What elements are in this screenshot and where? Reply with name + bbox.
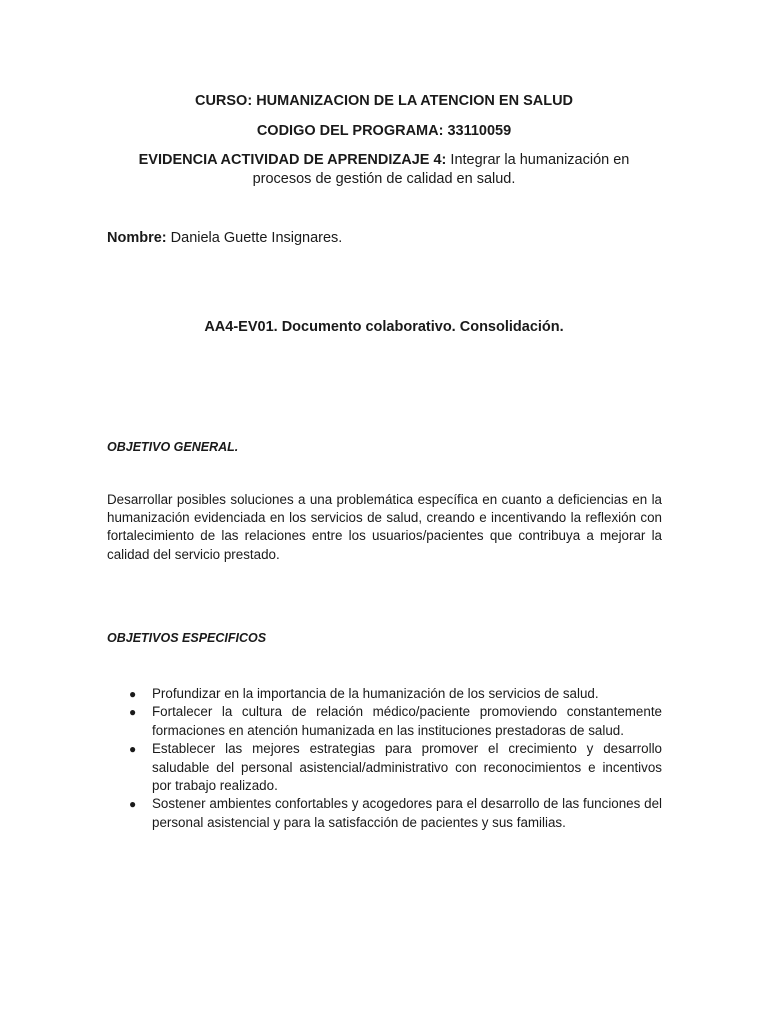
bullet-icon: ● xyxy=(129,742,137,757)
student-name-value: Daniela Guette Insignares. xyxy=(166,230,343,246)
student-name-label: Nombre: xyxy=(107,230,167,246)
evidence-text-line2: procesos de gestión de calidad en salud. xyxy=(252,171,516,187)
specific-objectives-heading: OBJETIVOS ESPECIFICOS xyxy=(107,631,267,645)
general-objective-text: Desarrollar posibles soluciones a una problemática específica en cuanto a deficiencias en la humanización evidenciada en los servicios de salud, creando e incentivando la reflexión con fortalecimiento de las relaciones entre los usuarios/pacientes que contribuya a mejorar la calidad del servicio prestado. xyxy=(107,492,662,562)
program-code: CODIGO DEL PROGRAMA: 33110059 xyxy=(256,123,512,139)
evidence-heading xyxy=(0,151,768,189)
evidence-text-line1: Integrar la humanización en xyxy=(446,152,630,168)
list-item-text: Establecer las mejores estrategias para promover el crecimiento y desarrollo saludable del personal asistencial/administrativo con reconocimientos e incentivos por trabajo realizado. xyxy=(152,741,662,794)
bullet-icon: ● xyxy=(129,797,137,812)
list-item xyxy=(124,685,662,703)
list-item xyxy=(124,740,662,795)
list-item xyxy=(124,795,662,832)
document-title: AA4-EV01. Documento colaborativo. Consolidación. xyxy=(204,319,564,335)
list-item-text: Profundizar en la importancia de la humanización de los servicios de salud. xyxy=(152,686,599,701)
student-name xyxy=(107,229,342,248)
list-item-text: Fortalecer la cultura de relación médico/paciente promoviendo constantemente formaciones en atención humanizada en las instituciones prestadoras de salud. xyxy=(152,704,662,738)
course-title: CURSO: HUMANIZACION DE LA ATENCION EN SALUD xyxy=(194,93,574,109)
evidence-label: EVIDENCIA ACTIVIDAD DE APRENDIZAJE 4: xyxy=(138,152,447,168)
bullet-icon: ● xyxy=(129,687,137,701)
general-objective-heading: OBJETIVO GENERAL. xyxy=(107,440,239,454)
specific-objectives-list xyxy=(124,685,662,832)
bullet-icon: ● xyxy=(129,705,137,720)
list-item xyxy=(124,703,662,740)
list-item-text: Sostener ambientes confortables y acogedores para el desarrollo de las funciones del personal asistencial y para la satisfacción de pacientes y sus familias. xyxy=(152,796,662,830)
